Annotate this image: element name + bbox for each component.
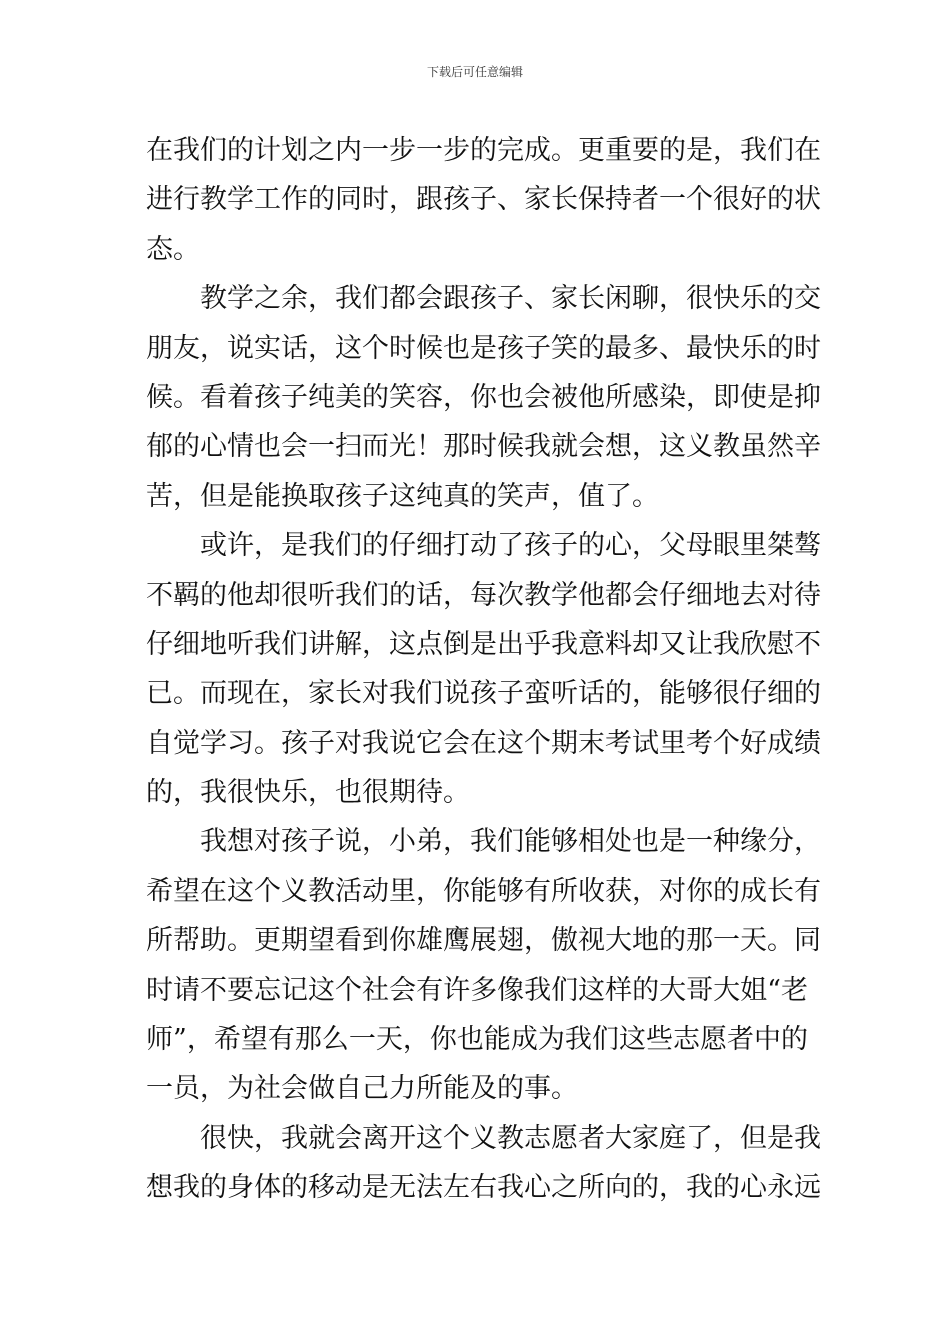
text-line: 朋友，说实话，这个时候也是孩子笑的最多、最快乐的时 xyxy=(146,332,821,364)
paragraph xyxy=(146,126,821,274)
page-header: 下载后可任意编辑 xyxy=(426,65,523,79)
text-line: 一员，为社会做自己力所能及的事。 xyxy=(146,1073,578,1105)
text-line: 希望在这个义教活动里，你能够有所收获，对你的成长有 xyxy=(146,875,821,907)
text-line: 很快，我就会离开这个义教志愿者大家庭了，但是我 xyxy=(200,1122,821,1154)
text-line: 态。 xyxy=(146,233,200,265)
text-line: 或许，是我们的仔细打动了孩子的心，父母眼里桀骜 xyxy=(200,530,821,562)
text-line: 苦，但是能换取孩子这纯真的笑声，值了。 xyxy=(146,480,659,512)
document-body xyxy=(146,126,821,1213)
text-line: 不羁的他却很听我们的话，每次教学他都会仔细地去对待 xyxy=(146,579,821,611)
text-line: 已。而现在，家长对我们说孩子蛮听话的，能够很仔细的 xyxy=(146,678,821,710)
text-line: 想我的身体的移动是无法左右我心之所向的，我的心永远 xyxy=(146,1172,821,1204)
text-line: 我想对孩子说，小弟，我们能够相处也是一种缘分， xyxy=(200,826,821,858)
text-line: 时请不要忘记这个社会有许多像我们这样的大哥大姐“老 xyxy=(146,974,808,1006)
paragraph xyxy=(146,1114,821,1213)
paragraph xyxy=(146,817,821,1113)
text-line: 教学之余，我们都会跟孩子、家长闲聊，很快乐的交 xyxy=(200,283,821,315)
text-line: 师”，希望有那么一天，你也能成为我们这些志愿者中的 xyxy=(146,1024,808,1056)
text-line: 候。看着孩子纯美的笑容，你也会被他所感染，即使是抑 xyxy=(146,381,821,413)
text-line: 所帮助。更期望看到你雄鹰展翅，傲视大地的那一天。同 xyxy=(146,925,821,957)
text-line: 自觉学习。孩子对我说它会在这个期末考试里考个好成绩 xyxy=(146,727,821,759)
text-line: 的，我很快乐，也很期待。 xyxy=(146,777,470,809)
paragraph xyxy=(146,274,821,521)
text-line: 进行教学工作的同时，跟孩子、家长保持者一个很好的状 xyxy=(146,184,821,216)
text-line: 在我们的计划之内一步一步的完成。更重要的是，我们在 xyxy=(146,135,821,166)
paragraph xyxy=(146,521,821,817)
text-line: 郁的心情也会一扫而光！那时候我就会想，这义教虽然辛 xyxy=(146,431,821,463)
text-line: 仔细地听我们讲解，这点倒是出乎我意料却又让我欣慰不 xyxy=(146,628,821,660)
